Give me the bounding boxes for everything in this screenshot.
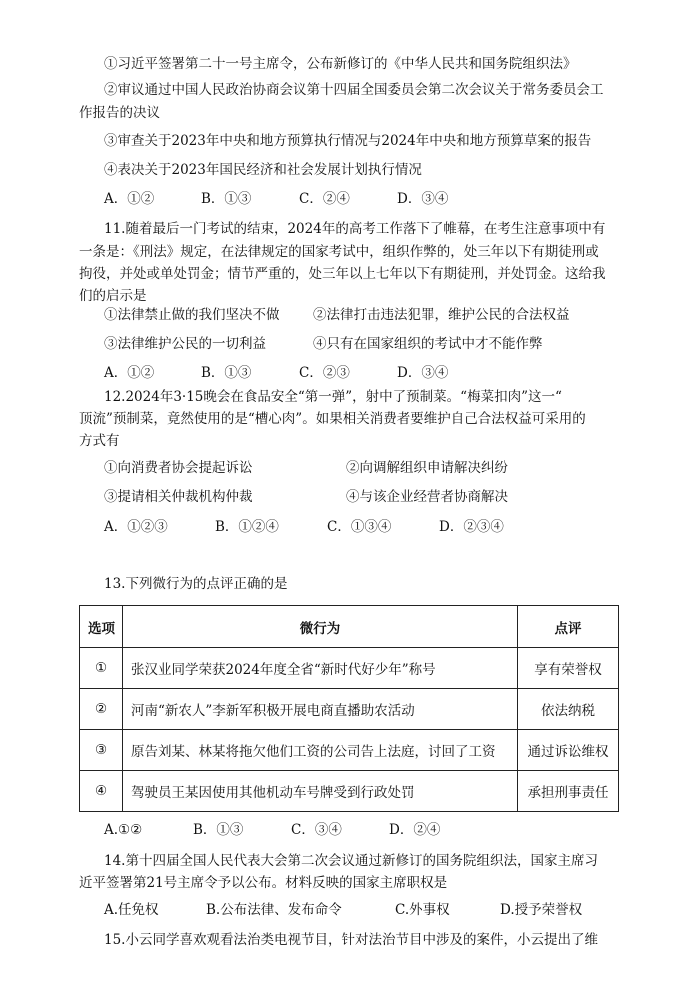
q10-option-3: ③审查关于2023年中央和地方预算执行情况与2024年中央和地方预算草案的报告 xyxy=(104,133,592,149)
q14-choice-a: A.任免权 xyxy=(104,902,159,918)
q13-choice-d: D．②④ xyxy=(389,822,441,838)
q11-stem-line-1: 11.随着最后一门考试的结束，2024年的高考工作落下了帷幕，在考生注意事项中有 xyxy=(104,221,606,237)
q12-choice-d: D．②③④ xyxy=(439,519,504,535)
q12-choice-a: A．①②③ xyxy=(104,519,168,535)
q10-option-2-cont: 作报告的决议 xyxy=(79,105,160,121)
q12-stem-line-3: 方式有 xyxy=(79,433,120,449)
q14-choice-d: D.授予荣誉权 xyxy=(500,902,583,918)
table-cell-behavior: 张汉业同学荣获2024年度全省“新时代好少年”称号 xyxy=(123,648,518,689)
q11-stem-line-2: 一条是：《刑法》规定，在法律规定的国家考试中，组织作弊的，处三年以下有期徒刑或 xyxy=(79,244,599,260)
q10-option-1: ①习近平签署第二十一号主席令，公布新修订的《中华人民共和国务院组织法》 xyxy=(104,56,577,72)
q13-choice-a: A.①② xyxy=(104,822,143,838)
q12-stem-line-1: 12.2024年3·15晚会在食品安全“第一弹”，射中了预制菜。“梅菜扣肉”这一“ xyxy=(104,389,562,405)
table-cell-behavior: 驾驶员王某因使用其他机动车号牌受到行政处罚 xyxy=(123,771,518,812)
q12-choice-c: C．①③④ xyxy=(327,519,392,535)
q11-option-1: ①法律禁止做的我们坚决不做 xyxy=(104,307,280,323)
q14-stem-line-1: 14.第十四届全国人民代表大会第二次会议通过新修订的国务院组织法，国家主席习 xyxy=(104,853,598,869)
q11-option-2: ②法律打击违法犯罪，维护公民的合法权益 xyxy=(313,307,570,323)
q10-option-2: ②审议通过中国人民政治协商会议第十四届全国委员会第二次会议关于常务委员会工 xyxy=(104,82,604,98)
q14-stem-line-2: 近平签署第21号主席令予以公布。材料反映的国家主席职权是 xyxy=(79,875,448,891)
q11-choice-a: A．①② xyxy=(104,365,155,381)
table-cell-comment: 依法纳税 xyxy=(518,689,619,730)
q12-option-3: ③提请相关仲裁机构仲裁 xyxy=(104,489,253,505)
table-cell-comment: 承担刑事责任 xyxy=(518,771,619,812)
table-cell-comment: 享有荣誉权 xyxy=(518,648,619,689)
table-row xyxy=(80,689,619,730)
q13-stem: 13.下列微行为的点评正确的是 xyxy=(104,576,288,592)
table-row xyxy=(80,771,619,812)
q11-choice-b: B．①③ xyxy=(201,365,252,381)
q10-choice-c: C．②④ xyxy=(299,191,350,207)
table-header-row xyxy=(80,606,619,648)
table-cell-behavior: 河南“新农人”李新军积极开展电商直播助农活动 xyxy=(123,689,518,730)
table-header-behavior: 微行为 xyxy=(123,606,518,648)
q11-stem-line-3: 拘役，并处或单处罚金；情节严重的，处三年以上七年以下有期徒刑，并处罚金。这给我 xyxy=(79,266,606,282)
q10-choice-a: A．①② xyxy=(104,191,155,207)
q13-choice-b: B．①③ xyxy=(193,822,244,838)
table-cell-option: ① xyxy=(80,648,123,689)
q15-stem-line-1: 15.小云同学喜欢观看法治类电视节目，针对法治节目中涉及的案件，小云提出了维 xyxy=(104,932,598,948)
q10-choice-d: D．③④ xyxy=(397,191,449,207)
table-cell-option: ② xyxy=(80,689,123,730)
table-cell-behavior: 原告刘某、林某将拖欠他们工资的公司告上法庭，讨回了工资 xyxy=(123,730,518,771)
q10-option-4: ④表决关于2023年国民经济和社会发展计划执行情况 xyxy=(104,162,422,178)
table-header-option: 选项 xyxy=(80,606,123,648)
q12-stem-line-2: 顶流”预制菜，竟然使用的是“槽心肉”。如果相关消费者要维护自己合法权益可采用的 xyxy=(79,411,586,427)
q12-option-1: ①向消费者协会提起诉讼 xyxy=(104,460,253,476)
q12-option-2: ②向调解组织申请解决纠纷 xyxy=(346,460,508,476)
table-cell-option: ④ xyxy=(80,771,123,812)
q11-option-3: ③法律维护公民的一切利益 xyxy=(104,336,266,352)
q11-option-4: ④只有在国家组织的考试中才不能作弊 xyxy=(313,336,543,352)
q14-choice-c: C.外事权 xyxy=(395,902,450,918)
q13-choice-c: C．③④ xyxy=(291,822,342,838)
table-cell-option: ③ xyxy=(80,730,123,771)
q12-choice-b: B．①②④ xyxy=(215,519,279,535)
q12-option-4: ④与该企业经营者协商解决 xyxy=(346,489,508,505)
table-row xyxy=(80,648,619,689)
table-header-comment: 点评 xyxy=(518,606,619,648)
table-row xyxy=(80,730,619,771)
q11-choice-d: D．③④ xyxy=(397,365,449,381)
q14-choice-b: B.公布法律、发布命令 xyxy=(206,902,342,918)
q10-choice-b: B．①③ xyxy=(201,191,252,207)
q11-stem-line-4: 们的启示是 xyxy=(79,288,147,304)
table-cell-comment: 通过诉讼维权 xyxy=(518,730,619,771)
q11-choice-c: C．②③ xyxy=(299,365,350,381)
q13-table xyxy=(79,605,619,812)
